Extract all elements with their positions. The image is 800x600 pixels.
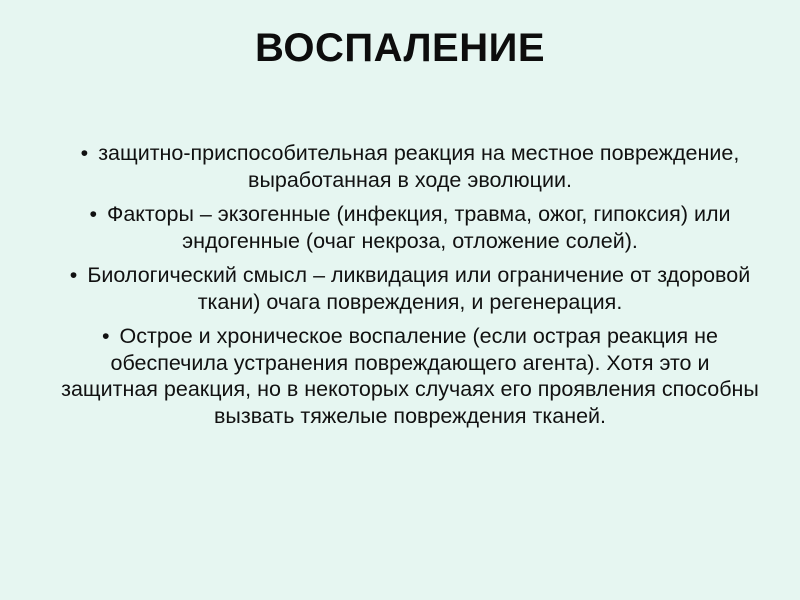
- slide-title: ВОСПАЛЕНИЕ: [254, 26, 546, 70]
- bullet-text: защитно-приспособительная реакция на местное повреждение, выработанная в ходе эволюции.: [98, 141, 740, 192]
- bullet-text: Биологический смысл – ликвидация или ограничение от здоровой ткани) очага повреждения, и регенерация.: [87, 263, 751, 314]
- bullet-dot-icon: •: [101, 324, 110, 348]
- bullet-dot-icon: •: [69, 263, 78, 287]
- bullet-dot-icon: •: [80, 141, 89, 165]
- bullet-item: [60, 323, 760, 429]
- bullet-text: Факторы – экзогенные (инфекция, травма, ожог, гипоксия) или эндогенные (очаг некроза, отложение солей).: [106, 202, 731, 253]
- bullet-item: [60, 140, 760, 193]
- bullet-item: [60, 201, 760, 254]
- bullet-text: Острое и хроническое воспаление (если острая реакция не обеспечила устранения повреждающего агента). Хотя это и защитная реакция, но в некоторых случаях его проявления способны вызвать тяжелые повреждения тканей.: [61, 324, 759, 428]
- bullet-item: [60, 262, 760, 315]
- bullet-list: [60, 140, 760, 437]
- bullet-dot-icon: •: [89, 202, 97, 226]
